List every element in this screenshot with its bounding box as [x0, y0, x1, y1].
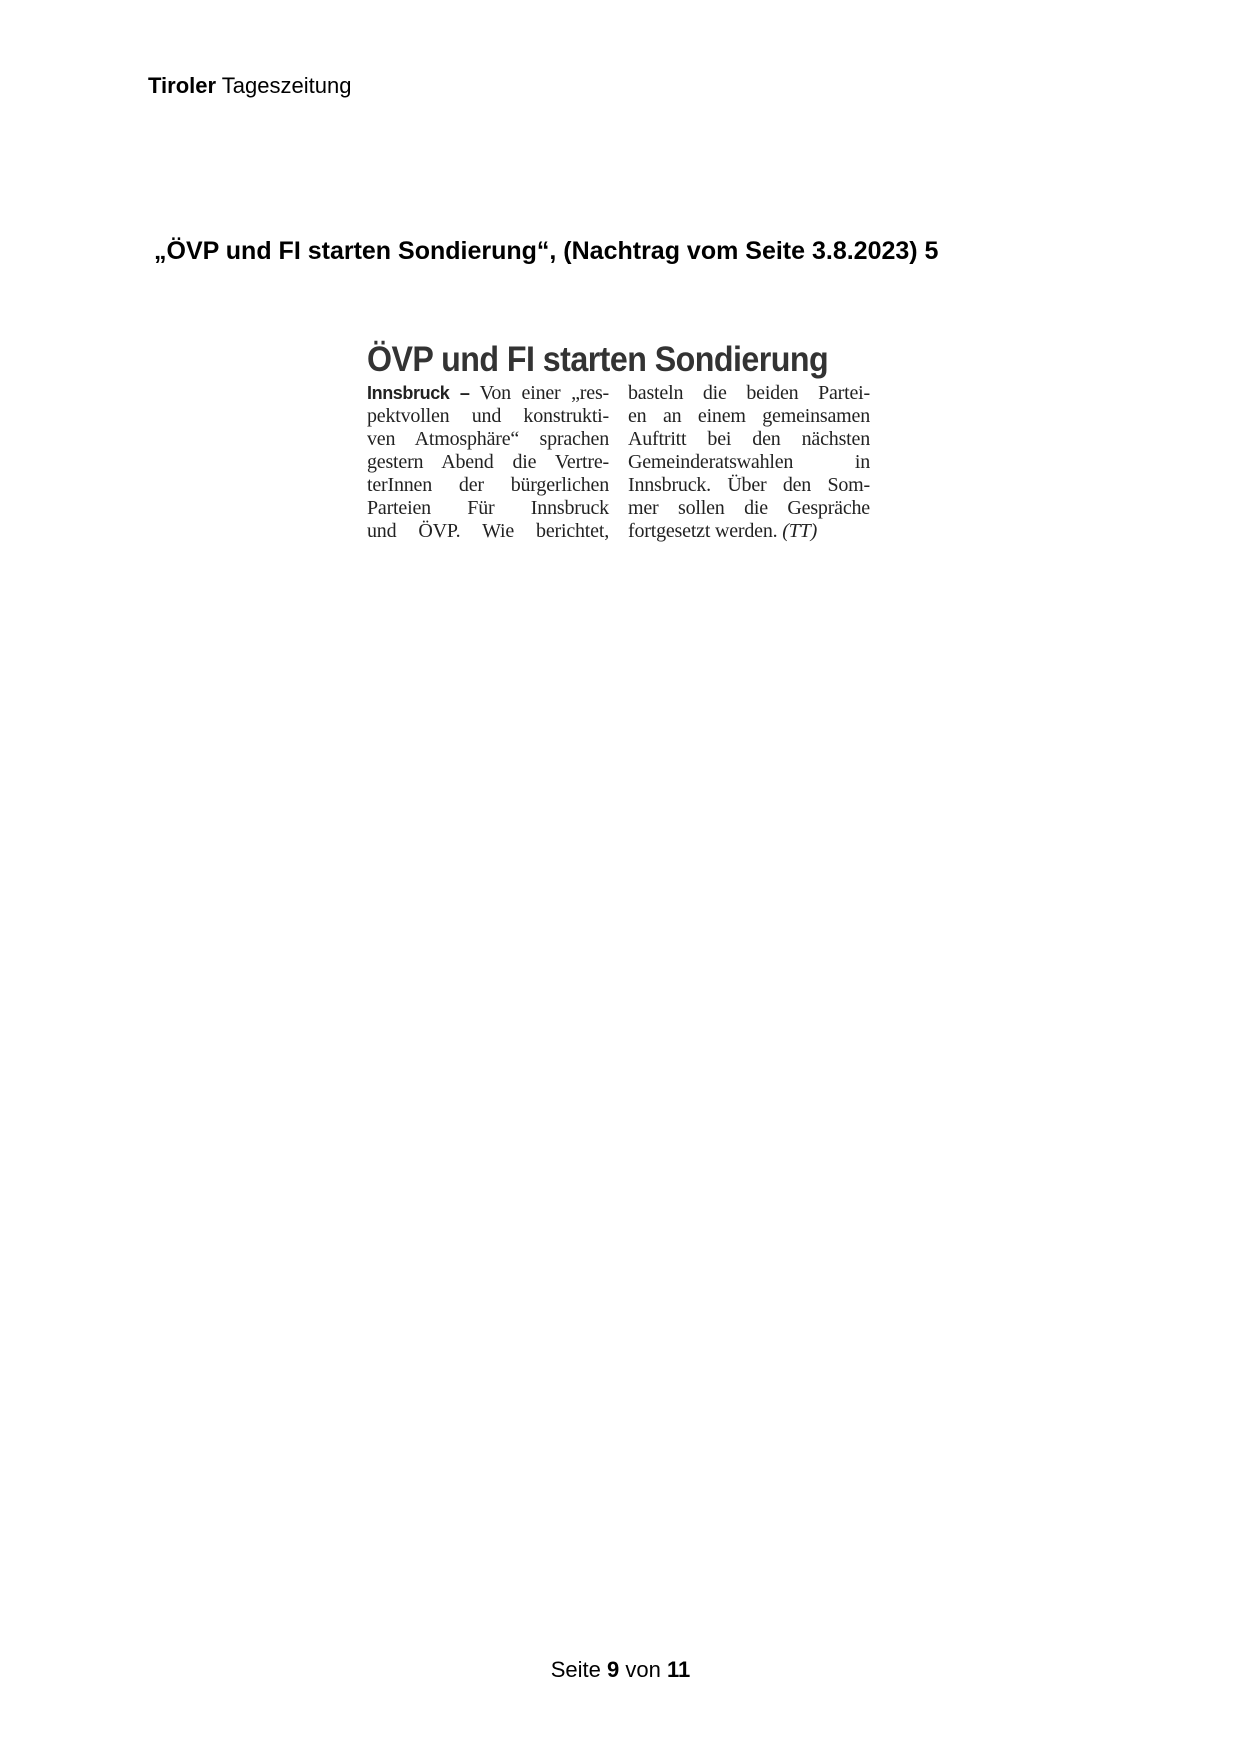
article-line: pektvollen und konstrukti-	[367, 405, 609, 427]
article-line: Auftritt bei den nächsten	[628, 428, 870, 450]
article-line: Innsbruck – Von einer „res-	[367, 382, 609, 404]
article-line: basteln die beiden Partei-	[628, 382, 870, 404]
publication-name-bold: Tiroler	[148, 73, 217, 98]
page-number-total: 11	[667, 1657, 691, 1682]
article-line: fortgesetzt werden. (TT)	[628, 520, 818, 542]
newspaper-clipping	[367, 340, 870, 543]
page-number-current: 9	[607, 1657, 620, 1682]
article-column-left	[367, 382, 609, 543]
article-line: gestern Abend die Vertre-	[367, 451, 609, 473]
article-line: Gemeinderatswahlen in	[628, 451, 870, 473]
article-line: Innsbruck. Über den Som-	[628, 474, 870, 496]
article-line: mer sollen die Gespräche	[628, 497, 870, 519]
document-title: „ÖVP und FI starten Sondierung“, (Nachtrag vom Seite 3.8.2023) 5	[154, 237, 939, 265]
page-number	[0, 1657, 1241, 1683]
publication-header	[148, 73, 351, 99]
article-column-right	[628, 382, 870, 543]
article-source-tag: (TT)	[782, 520, 818, 542]
article-line: terInnen der bürgerlichen	[367, 474, 609, 496]
article-dateline: Innsbruck –	[367, 383, 470, 403]
publication-name-regular: Tageszeitung	[221, 73, 352, 98]
article-line: und ÖVP. Wie berichtet,	[367, 520, 609, 542]
page-number-prefix: Seite	[550, 1657, 601, 1682]
page-number-separator: von	[625, 1657, 661, 1682]
article-body	[367, 382, 870, 543]
article-line: ven Atmosphäre“ sprachen	[367, 428, 609, 450]
article-headline: ÖVP und FI starten Sondierung	[367, 340, 829, 379]
article-line: Parteien Für Innsbruck	[367, 497, 609, 519]
article-line: en an einem gemeinsamen	[628, 405, 870, 427]
